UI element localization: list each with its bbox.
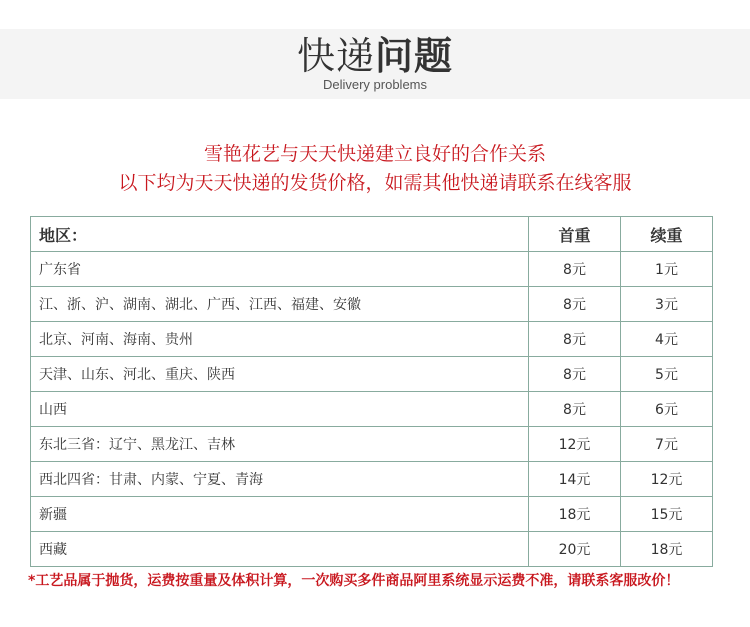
header-region: 地区： xyxy=(31,217,529,252)
region-cell: 西藏 xyxy=(31,532,529,567)
table-row xyxy=(31,497,713,532)
page-title-bold: 问题 xyxy=(375,34,454,78)
first-weight-cell: 18元 xyxy=(529,497,621,532)
region-cell: 西北四省：甘肃、内蒙、宁夏、青海 xyxy=(31,462,529,497)
first-weight-cell: 14元 xyxy=(529,462,621,497)
region-cell: 山西 xyxy=(31,392,529,427)
table-row xyxy=(31,532,713,567)
header-extra-weight: 续重 xyxy=(621,217,713,252)
region-cell: 新疆 xyxy=(31,497,529,532)
extra-weight-cell: 18元 xyxy=(621,532,713,567)
first-weight-cell: 20元 xyxy=(529,532,621,567)
page-title-light: 快递 xyxy=(296,34,375,78)
region-cell: 广东省 xyxy=(31,252,529,287)
page-subtitle: Delivery problems xyxy=(322,77,428,92)
extra-weight-cell: 6元 xyxy=(621,392,713,427)
table-row xyxy=(31,392,713,427)
first-weight-cell: 8元 xyxy=(529,357,621,392)
region-cell: 北京、河南、海南、贵州 xyxy=(31,322,529,357)
extra-weight-cell: 3元 xyxy=(621,287,713,322)
region-cell: 天津、山东、河北、重庆、陕西 xyxy=(31,357,529,392)
intro-line-2: 以下均为天天快递的发货价格，如需其他快递请联系在线客服 xyxy=(118,172,632,194)
table-row xyxy=(31,462,713,497)
footnote: *工艺品属于抛货，运费按重量及体积计算，一次购买多件商品阿里系统显示运费不准，请联系客服改价！ xyxy=(28,573,680,589)
first-weight-cell: 8元 xyxy=(529,252,621,287)
table-row xyxy=(31,427,713,462)
table-row xyxy=(31,287,713,322)
table-row xyxy=(31,252,713,287)
first-weight-cell: 12元 xyxy=(529,427,621,462)
extra-weight-cell: 4元 xyxy=(621,322,713,357)
extra-weight-cell: 7元 xyxy=(621,427,713,462)
first-weight-cell: 8元 xyxy=(529,392,621,427)
page-title xyxy=(0,34,750,78)
first-weight-cell: 8元 xyxy=(529,322,621,357)
extra-weight-cell: 15元 xyxy=(621,497,713,532)
shipping-rates-table xyxy=(30,216,713,567)
table-row xyxy=(31,322,713,357)
region-cell: 江、浙、沪、湖南、湖北、广西、江西、福建、安徽 xyxy=(31,287,529,322)
extra-weight-cell: 12元 xyxy=(621,462,713,497)
table-row xyxy=(31,357,713,392)
first-weight-cell: 8元 xyxy=(529,287,621,322)
region-cell: 东北三省：辽宁、黑龙江、吉林 xyxy=(31,427,529,462)
table-header-row xyxy=(31,217,713,252)
extra-weight-cell: 1元 xyxy=(621,252,713,287)
intro-line-1: 雪艳花艺与天天快递建立良好的合作关系 xyxy=(203,143,546,165)
header-first-weight: 首重 xyxy=(529,217,621,252)
extra-weight-cell: 5元 xyxy=(621,357,713,392)
